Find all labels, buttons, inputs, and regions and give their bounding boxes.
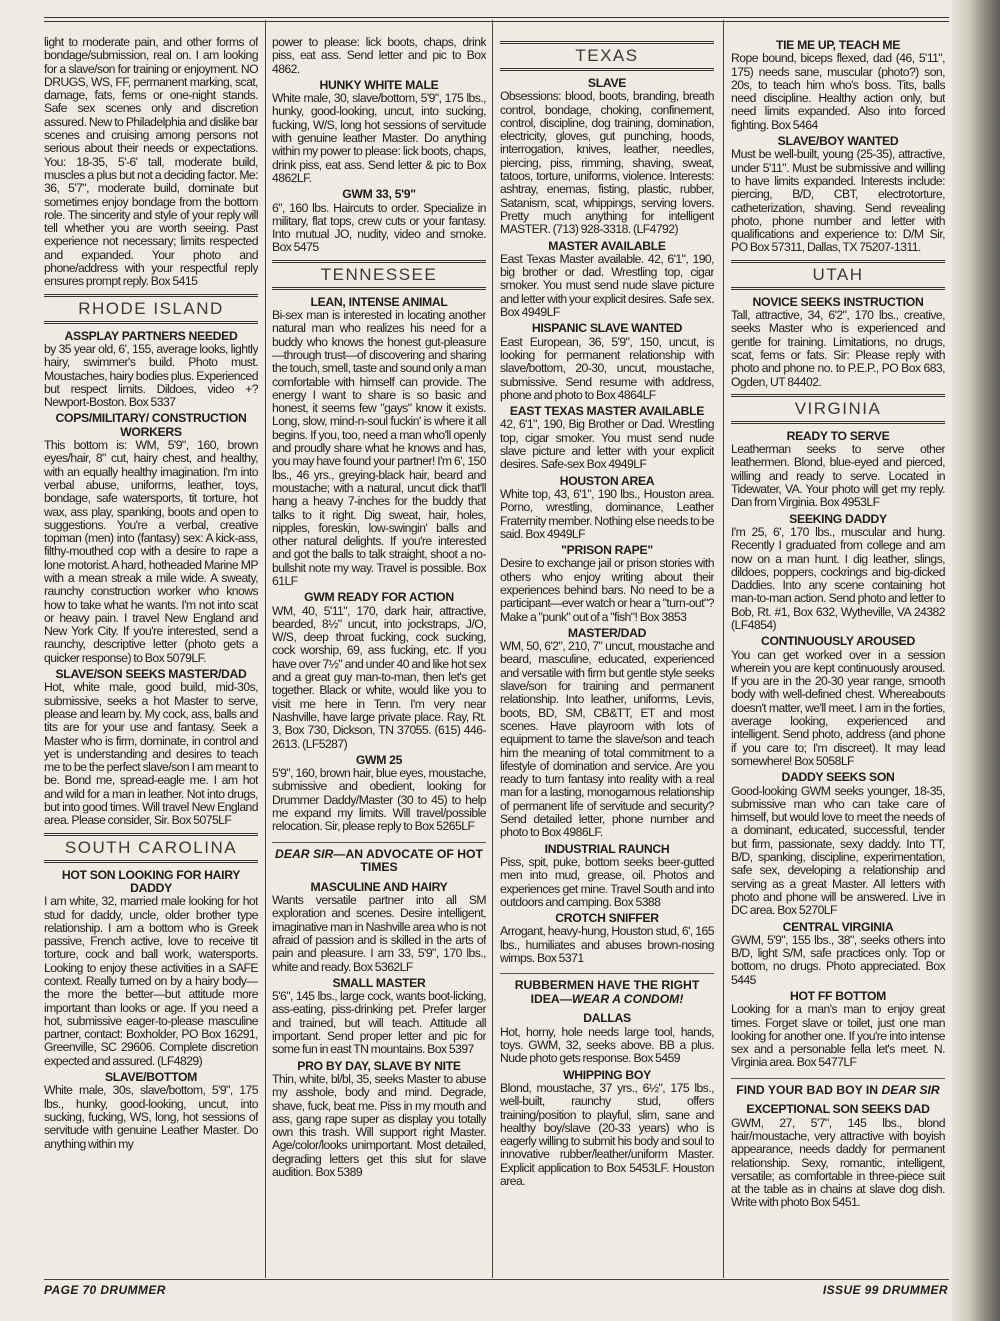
classified-ad: [500, 240, 714, 320]
classified-ad: [731, 513, 945, 633]
ad-title: SMALL MASTER: [332, 975, 426, 990]
state-section-header: [731, 260, 945, 290]
ad-title: ASSPLAY PARTNERS NEEDED: [64, 328, 238, 343]
ad-body: I am white, 32, married male looking for hot stud for daddy, uncle, older brother type relationship. I am a bottom who is Greek passive, French active, love to receive tit torture, cock and ball work, watersports. Looking to enjoy these activities in a SAFE context. Really turned on by a hairy body—the more the better—but attitude more important than looks or age. If you need a hot, submissive eager-to-please masculine partner, contact: Boxholder, PO Box 16291, Greenville, SC 29606. Complete discretion expected and assured. (LF4829): [44, 894, 258, 1068]
ad-title: EAST TEXAS MASTER AVAILABLE: [509, 404, 705, 419]
classified-ad: [731, 990, 945, 1070]
ad-body: 5'6", 145 lbs., large cock, wants boot-licking, ass-eating, piss-drinking pet. Prefer larger and trained, but will teach. Attitude all important. Send proper letter and pic for some fun in east TN mountains. Box 5397: [272, 989, 486, 1057]
ad-title: GWM 25: [355, 752, 403, 767]
ad-body: 6", 160 lbs. Haircuts to order. Specialize in military, flat tops, crew cuts or your fantasy. Into mutual JO, nudity, video and smoke. Box 5475: [272, 200, 486, 255]
ad-title: CENTRAL VIRGINIA: [782, 919, 894, 934]
state-name: VIRGINIA: [794, 398, 882, 418]
page-binding-edge: [952, 0, 1000, 1321]
ad-body: East Texas Master available. 42, 6'1", 190, big brother or dad. Wrestling top, cigar smoker. You must send nude slave picture and letter with your explicit desires. Safe sex. Box 4949LF: [500, 251, 714, 320]
ad-title: HOUSTON AREA: [559, 473, 655, 488]
ad-title: "PRISON RAPE": [561, 543, 653, 558]
ad-body: This bottom is: WM, 5'9", 160, brown eyes/hair, 8" cut, hairy chest, and healthy, with an equally healthy imagination. I'm into verbal abuse, uniforms, leather, toys, bondage, safe watersports, tit torture, hot wax, ass play, spanking, boots and open to suggestions. You're a verbal, creative topman (men) into (fantasy) sex: A kick-ass, filthy-mouthed cop with a desire to rape a lone motorist. A hard, hotheaded Marine MP with a mean streak a mile wide. A sweaty, raunchy construction worker who knows how to take what he wants. I'm not into scat or heavy pain. I travel New England and New York City. If you're interested, send a raunchy, descriptive letter (photo gets a quicker response) to Box 5079LF.: [44, 438, 258, 665]
state-section-header: [731, 394, 945, 424]
state-name: TEXAS: [575, 46, 639, 65]
classified-ad: [500, 1012, 714, 1065]
ad-title: GWM READY FOR ACTION: [304, 590, 454, 605]
state-name: SOUTH CAROLINA: [64, 837, 238, 857]
ad-title: MASCULINE AND HAIRY: [310, 879, 448, 894]
ad-body: I'm 25, 6', 170 lbs., muscular and hung. Recently I graduated from college and am now on a man hunt. I dig leather, slings, dildoes, poppers, cockrings and big-dicked Daddies. Into any scene containing hot man-to-man action. Send photo and letter to Bob, Rt. #1, Box 632, Wytheville, VA 24382 (LF4854): [731, 524, 945, 632]
ad-body: Hot, horny, hole needs large tool, hands, toys. GWM, 32, seeks above. BB a plus. Nude photo gets response. Box 5459: [500, 1024, 714, 1066]
classified-columns: [44, 36, 949, 1276]
ad-body: Tall, attractive, 34, 6'2", 170 lbs., creative, seeks Master who is experienced and gentle for training. Limitations, no drugs, scat, fems or fats. Sir: Please reply with photo and phone no. to P.E.P., PO Box 683, Ogden, UT 84402.: [731, 308, 945, 389]
ad-body: GWM, 5'9", 155 lbs., 38", seeks others into B/D, light S/M, safe practices only. Top or bottom, no drugs. Photo appreciated. Box 5445: [731, 932, 945, 987]
footer-rule: [44, 1279, 949, 1280]
classified-ad: [500, 912, 714, 965]
classified-ad: [500, 627, 714, 840]
classified-ad: [272, 1060, 486, 1180]
classified-ad: [272, 296, 486, 589]
ad-body: Hot, white male, good build, mid-30s, submissive, seeks a hot Master to serve, please and learn by. My cock, ass, balls and tits are for your use and fantasy. Seek a Master who is firm, dominate, in control and yet is understanding and desires to teach me to be the perfect slave/son I am meant to be. Bond me, spread-eagle me. I am hot and wild for a man in leather. Not into drugs, but into good times. Will travel New England area. Please consider, Sir. Box 5075LF: [44, 680, 258, 828]
classified-ad: [44, 668, 258, 828]
promo-text: FIND YOUR BAD BOY IN: [736, 1082, 882, 1097]
classified-ad: [731, 430, 945, 510]
state-section-header: [500, 41, 714, 71]
classified-ad: [44, 36, 258, 289]
ad-body: Looking for a man's man to enjoy great times. Forget slave or toilet, just one man looking for another one. If you're into intense sex and a personable fella let's meet. N. Virginia area. Box 5477LF: [731, 1002, 945, 1070]
classified-ad: [272, 591, 486, 751]
ad-body: East European, 36, 5'9", 150, uncut, is looking for permanent relationship with slave/bottom, 20-30, uncut, moustache, submissive. Send resume with address, phone and photo to Box 4864LF: [500, 334, 714, 402]
ad-title: HUNKY WHITE MALE: [319, 77, 439, 92]
classified-ad: [272, 188, 486, 254]
classified-ad: [731, 135, 945, 255]
top-rule: [44, 17, 949, 18]
top-rule-inner: [44, 21, 949, 22]
ad-body: Wants versatile partner into all SM exploration and scenes. Desire intelligent, imaginative man in Nashville area who is not afraid of passion and is skilled in the arts of pain and pleasure. I am 33, 5'9", 170 lbs., white and ready. Box 5362LF: [272, 893, 486, 974]
promo-line: [731, 1078, 945, 1098]
classified-ad: [272, 977, 486, 1057]
classified-ad: [731, 1103, 945, 1209]
promo-line: [500, 973, 714, 1006]
ad-body: light to moderate pain, and other forms of bondage/submission, real on. I am looking for a slave/son for training or enjoyment. NO DRUGS, WS, FF, permanent marking, scat, damage, fats, fems or one-night stands. Safe sex scenes only and discretion assured. New to Philadelphia and dislike bar scenes and cruising among persons not serious about their needs or expectations. You: 18-35, 5'-6' tall, moderate build, muscles a plus but not a deciding factor. Me: 36, 5'7", moderate build, dominate but sometimes enjoy bondage from the bottom role. The sincerity and style of your reply will tell whether you are worth seeing. Past experience not necessary; limits respected and expanded. Your photo and phone/address with your respectful reply ensures prompt reply. Box 5415: [44, 36, 258, 289]
classified-ad: [44, 412, 258, 665]
ad-body: You can get worked over in a session wherein you are kept continuously aroused. If you are in the 20-30 year range, smooth body with well-defined chest. Whereabouts doesn't matter, we'll meet. I am in the forties, average looking, experienced and intelligent. Send photo, address (and phone if you care to; I'm discreet). It may lead somewhere! Box 5058LF: [731, 647, 945, 768]
ad-body: Obsessions: blood, boots, branding, breath control, bondage, choking, confinement, control, discipline, dog training, domination, electricity, gloves, gut punching, hoods, interrogation, knives, leather, needles, piercing, piss, rimming, shaving, sweat, tatoos, torture, uniforms, violence. Interests: ashtray, enemas, fisting, plastic, rubber, Satanism, scat, whippings, serving lovers. Pretty much anything for intelligent MASTER. (713) 928-3318. (LF4792): [500, 89, 714, 237]
ad-title: CONTINUOUSLY AROUSED: [760, 634, 916, 649]
ad-title: DALLAS: [583, 1011, 631, 1026]
ad-title: GWM 33, 5'9": [342, 187, 416, 202]
ad-title: COPS/MILITARY/ CONSTRUCTION WORKERS: [55, 411, 247, 439]
classified-ad: [500, 843, 714, 909]
ad-body: Leatherman seeks to serve other leathermen. Blond, blue-eyed and pierced, willing and ready to serve. Located in Tidewater, VA. Your photo will get my reply. Dan from Virginia. Box 4953LF: [731, 442, 945, 510]
classified-ad: [272, 881, 486, 974]
ad-title: PRO BY DAY, SLAVE BY NITE: [297, 1058, 461, 1073]
ad-title: HISPANIC SLAVE WANTED: [531, 321, 683, 336]
ad-title: SLAVE: [587, 76, 627, 90]
ad-body: Arrogant, heavy-hung, Houston stud, 6', 165 lbs., humiliates and abuses brown-nosing wimps. Box 5371: [500, 924, 714, 965]
state-name: TENNESSEE: [320, 264, 438, 284]
ad-title: TIE ME UP, TEACH ME: [775, 38, 901, 52]
classified-ad: [500, 405, 714, 471]
promo-text: RUBBERMEN HAVE THE RIGHT IDEA—: [514, 978, 700, 1006]
ad-title: SLAVE/SON SEEKS MASTER/DAD: [55, 667, 247, 682]
column-1: [44, 36, 258, 1276]
ad-title: READY TO SERVE: [786, 428, 890, 443]
column-3: [500, 36, 714, 1276]
page-footer-left: PAGE 70 DRUMMER: [44, 1283, 166, 1297]
ad-title: EXCEPTIONAL SON SEEKS DAD: [746, 1102, 930, 1117]
ad-title: SLAVE/BOTTOM: [104, 1070, 198, 1085]
classified-ad: [44, 869, 258, 1068]
ad-title: MASTER AVAILABLE: [548, 238, 666, 253]
ad-title: CROTCH SNIFFER: [555, 911, 659, 926]
classified-ad: [731, 771, 945, 917]
state-section-header: [272, 260, 486, 290]
classified-ad: [500, 475, 714, 541]
classified-ad: [500, 1069, 714, 1189]
classified-ad: [731, 921, 945, 987]
state-name: UTAH: [812, 264, 864, 284]
ad-body: 42, 6'1", 190, Big Brother or Dad. Wrestling top, cigar smoker. You must send nude slave picture and letter with your explicit desires. Safe-sex Box 4949LF: [500, 417, 714, 472]
page-footer-right: ISSUE 99 DRUMMER: [822, 1283, 948, 1297]
state-name: RHODE ISLAND: [78, 298, 224, 318]
classified-ad: [272, 79, 486, 185]
classified-ad: [272, 754, 486, 834]
ad-body: White top, 43, 6'1", 190 lbs., Houston area. Porno, wrestling, dominance, Leather Fraternity member. Nothing else needs to be said. Box 4949LF: [500, 486, 714, 541]
ad-title: LEAN, INTENSE ANIMAL: [310, 294, 448, 309]
classified-ad: [731, 635, 945, 768]
column-2: [272, 36, 486, 1276]
ad-title: INDUSTRIAL RAUNCH: [544, 841, 670, 856]
ad-body: WM, 40, 5'11", 170, dark hair, attractive, bearded, 8½" uncut, into jockstraps, J/O, W/S, deep throat fucking, cock sucking, cock worship, 69, ass fucking, etc. If you have over 7½" and under 40 and like hot sex and a great guy man-to-man, then let's get together. Black or white, would like you to visit me here in Tenn. I'm very near Nashville, have large private place. Ray, Rt. 3, Box 730, Dickson, TN 37055. (615) 446-2613. (LF5287): [272, 603, 486, 751]
ad-body: Piss, spit, puke, bottom seeks beer-gutted men into mud, grease, oil. Photos and experiences get mine. Travel South and into outdoors and camping. Box 5388: [500, 854, 714, 909]
ad-body: WM, 50, 6'2", 210, 7" uncut, moustache and beard, masculine, educated, experienced and versatile with firm but gentle style seeks slave/son for training and permanent relationship. Into leather, uniforms, Levis, boots, BD, SM, CB&TT, ET and most scenes. Have playroom with lots of equipment to tame the slave/son and teach him the meaning of total commitment to a lifestyle of domination and service. Are you ready to turn fantasy into reality with a real man for a lasting, monogamous relationship of permanent life of servitude and security? Send detailed letter, phone number and photo to Box 4986LF.: [500, 639, 714, 840]
classified-ad: [44, 330, 258, 410]
ad-body: Blond, moustache, 37 yrs., 6½", 175 lbs., well-built, raunchy stud, offers training/position to playful, slim, sane and healthy boy/slave (20-33 years) who is eagerly willing to submit his body and soul to innovative rubber/leather/uniform Master. Explicit application to Box 5453LF. Houston area.: [500, 1080, 714, 1189]
ad-title: HOT SON LOOKING FOR HAIRY DADDY: [61, 867, 241, 895]
promo-italic-text: DEAR SIR: [881, 1082, 940, 1097]
ad-title: WHIPPING BOY: [563, 1067, 651, 1082]
ad-title: HOT FF BOTTOM: [789, 989, 887, 1003]
ad-body: Must be well-built, young (25-35), attractive, under 5'11". Must be submissive and willing to have limits expanded. Interests include: piercing, B/D, CBT, electrotorture, catheterization, shaving. Send revealing photo, phone number and letter with qualifications and experience to: D/M Sir, PO Box 57311, Dallas, TX 75207-1311.: [731, 147, 945, 255]
ad-title: DADDY SEEKS SON: [781, 770, 895, 785]
promo-line: [272, 842, 486, 875]
state-section-header: [44, 833, 258, 863]
ad-body: Bi-sex man is interested in locating another natural man who realizes his need for a buddy who knows the honest gut-pleasure—through trust—of discovering and sharing the touch, smell, taste and sound only a man comfortable with himself can provide. The energy I want to share is so basic and honest, it seems few "gays" know it exists. Long, slow, mind-n-soul fuckin' is where it all begins. If you, too, need a man who'll openly and proudly share what he knows and has, you may have found your partner! I'm 6', 150 lbs., 46 yrs., greying-black hair, beard and moustache; with a natural, uncut dick that'll hang a heavy 7-inches for the buddy that talks to it right. Dig sweat, hair, holes, nipples, foreskin, low-swingin' balls and other natural delights. If you're interested and got the balls to talk straight, shoot a no-bullshit note my way. Travel is possible. Box 61LF: [272, 308, 486, 588]
ad-body: Desire to exchange jail or prison stories with others who enjoy writing about their experiences behind bars. No need to be a participant—ever watch or hear a "turn-out"? Make a "punk" out of a "fish"! Box 3853: [500, 556, 714, 624]
classified-ad: [500, 544, 714, 624]
ad-body: GWM, 27, 5'7", 145 lbs., blond hair/moustache, very attractive with boyish appearance, needs daddy for permanent relationship. Sexy, romantic, intelligent, versatile; as comfortable in three-piece suit at the table as in chains at slave dog dish. Write with photo Box 5451.: [731, 1115, 945, 1210]
classified-ad: [44, 1071, 258, 1151]
ad-title: NOVICE SEEKS INSTRUCTION: [752, 294, 924, 309]
classified-ad: [731, 39, 945, 132]
promo-italic-text: DEAR SIR: [275, 846, 334, 861]
promo-text: —AN ADVOCATE OF HOT TIMES: [333, 846, 483, 875]
ad-body: 5'9", 160, brown hair, blue eyes, moustache, submissive and obedient, looking for Drummer Daddy/Master (30 to 45) to help me expand my limits. Will travel/possible relocation. Sir, please reply to Box 5265LF: [272, 766, 486, 834]
state-section-header: [44, 294, 258, 324]
ad-title: SLAVE/BOY WANTED: [777, 134, 899, 149]
classified-ad: [500, 322, 714, 402]
ad-body: White male, 30s, slave/bottom, 5'9", 175 lbs., hunky, good-looking, uncut, into sucking, fucking, WS, long, hot sessions of servitude with genuine Leather Master. Do anything within my: [44, 1083, 258, 1151]
ad-body: White male, 30, slave/bottom, 5'9", 175 lbs., hunky, good-looking, uncut, into sucking, fucking, W/S, long hot sessions of servitude with genuine leather Master. Do anything within my power to please: lick boots, chaps, drink piss, eat ass. Send letter & pic to Box 4862LF.: [272, 91, 486, 185]
ad-body: power to please: lick boots, chaps, drink piss, eat ass. Send letter and pic to Box 4862.: [272, 36, 486, 76]
classified-ad: [272, 36, 486, 76]
promo-italic-text: WEAR A CONDOM!: [571, 991, 684, 1006]
ad-title: MASTER/DAD: [567, 625, 647, 640]
ad-body: Good-looking GWM seeks younger, 18-35, submissive man who can take care of himself, but would love to meet the needs of a dominant, educated, successful, tender but firm, passionate, sexy daddy. Into TT, B/D, spanking, discipline, experimentation, safe sex, developing a relationship and serving as a great Master. All letters with photo and phone will be answered. Live in DC area. Box 5270LF: [731, 783, 945, 918]
ad-body: by 35 year old, 6', 155, average looks, lightly hairy, swimmer's build. Photo must. Moustaches, hairy bodies plus. Experienced but respect limits. Dildoes, video +? Newport-Boston. Box 5337: [44, 341, 258, 410]
ad-body: Thin, white, bl/bl, 35, seeks Master to abuse my asshole, body and mind. Degrade, shave, fuck, beat me. Piss in my mouth and ass, gang rape super as display you totally own this trash. Will support right Master. Age/color/looks unimportant. Most detailed, degrading letters get this slut for slave audition. Box 5389: [272, 1071, 486, 1180]
ad-title: SEEKING DADDY: [789, 511, 887, 526]
ad-body: Rope bound, biceps flexed, dad (46, 5'11", 175) needs sane, muscular (photo?) son, 20s, to teach him who's boss. Tits, balls need discipline. Healthy action only, but need limits expanded. Also into forced fighting. Box 5464: [731, 51, 945, 132]
classified-ad: [731, 296, 945, 389]
column-4: [731, 36, 945, 1276]
classified-ad: [500, 77, 714, 237]
